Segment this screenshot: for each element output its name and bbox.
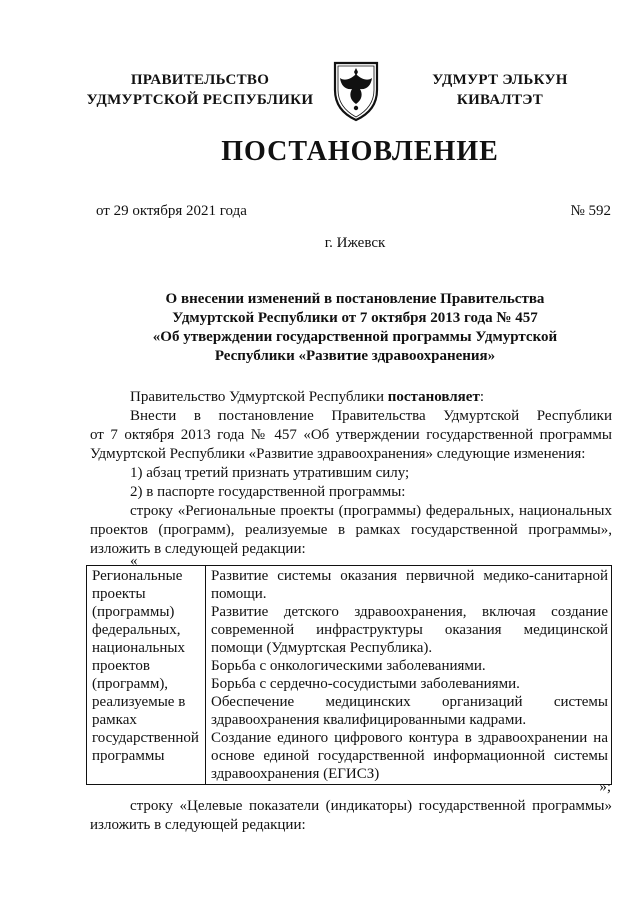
document-city: г. Ижевск	[324, 235, 386, 251]
intro-colon: :	[479, 389, 484, 405]
opening-quote: «	[130, 553, 138, 569]
cell-line: помощи.	[211, 586, 267, 602]
list-item: 1) абзац третий признать утратившим силу;	[130, 465, 410, 481]
government-name-line: ПРАВИТЕЛЬСТВО	[130, 72, 270, 88]
cell-line: Развитие системы оказания первичной медико-санитарной	[211, 568, 608, 584]
table-cell-content	[206, 566, 612, 785]
paragraph-line: Внести в постановление Правительства Удмуртской Республики	[130, 408, 612, 424]
paragraph-line: изложить в следующей редакции:	[90, 817, 306, 833]
cell-line: (программ),	[92, 676, 169, 692]
cell-line: здравоохранения квалифицированными кадрами.	[211, 712, 527, 728]
closing-quote: »;	[599, 779, 611, 795]
document-title: ПОСТАНОВЛЕНИЕ	[221, 136, 499, 167]
cell-line: Борьба с онкологическими заболеваниями.	[211, 658, 486, 674]
document-subject	[60, 290, 640, 366]
cell-line: федеральных,	[92, 622, 181, 638]
government-name-line: КИВАЛТЭТ	[456, 92, 544, 108]
amendment-table	[86, 565, 612, 785]
cell-line: проекты	[92, 586, 146, 602]
government-name-line: УДМУРТ ЭЛЬКУН	[432, 72, 568, 88]
paragraph-line: от 7 октября 2013 года № 457 «Об утверждении государственной программы	[90, 427, 612, 443]
government-name-line: УДМУРТСКОЙ РЕСПУБЛИКИ	[86, 92, 314, 108]
subject-line: Удмуртской Республики от 7 октября 2013 года № 457	[172, 310, 538, 326]
intro-decree-word: постановляет	[387, 389, 480, 405]
resolution-intro	[130, 388, 484, 407]
paragraph-line: изложить в следующей редакции:	[90, 541, 306, 557]
cell-line: рамках	[92, 712, 137, 728]
paragraph-line: Удмуртской Республики «Развитие здравоохранения» следующие изменения:	[90, 446, 586, 462]
government-name-udmurt	[420, 70, 580, 110]
table-cell-label	[87, 566, 206, 785]
subject-line: «Об утверждении государственной программы Удмуртской	[152, 329, 558, 345]
cell-line: Борьба с сердечно-сосудистыми заболеваниями.	[211, 676, 520, 692]
cell-line: национальных	[92, 640, 185, 656]
udmurtia-coat-of-arms-icon	[331, 60, 381, 122]
cell-line: современной инфраструктуры оказания медицинской	[211, 622, 608, 638]
list-item: 2) в паспорте государственной программы:	[130, 484, 406, 500]
subject-line: О внесении изменений в постановление Правительства	[165, 291, 545, 307]
cell-line: программы	[92, 748, 165, 764]
intro-text: Правительство Удмуртской Республики	[130, 389, 388, 405]
document-date: от 29 октября 2021 года	[96, 203, 247, 219]
cell-line: здравоохранения (ЕГИСЗ)	[211, 766, 380, 782]
cell-line: (программы)	[92, 604, 175, 620]
cell-line: государственной	[92, 730, 199, 746]
cell-line: проектов	[92, 658, 150, 674]
cell-line: Создание единого цифрового контура в здравоохранении на	[211, 730, 608, 746]
cell-line: Развитие детского здравоохранения, включая создание	[211, 604, 608, 620]
subject-line: Республики «Развитие здравоохранения»	[214, 348, 496, 364]
document-number: № 592	[570, 203, 611, 219]
government-name-russian	[80, 70, 320, 110]
table-row	[87, 566, 612, 785]
cell-line: основе единой государственной информационной системы	[211, 748, 608, 764]
cell-line: Региональные	[92, 568, 183, 584]
cell-line: Обеспечение медицинских организаций системы	[211, 694, 608, 710]
paragraph-line: строку «Целевые показатели (индикаторы) государственной программы»	[130, 798, 612, 814]
paragraph-line: проектов (программ), реализуемые в рамках государственной программы»,	[90, 522, 612, 538]
cell-line: реализуемые в	[92, 694, 186, 710]
cell-line: помощи (Удмуртская Республика).	[211, 640, 433, 656]
paragraph-line: строку «Региональные проекты (программы) федеральных, национальных	[130, 503, 612, 519]
